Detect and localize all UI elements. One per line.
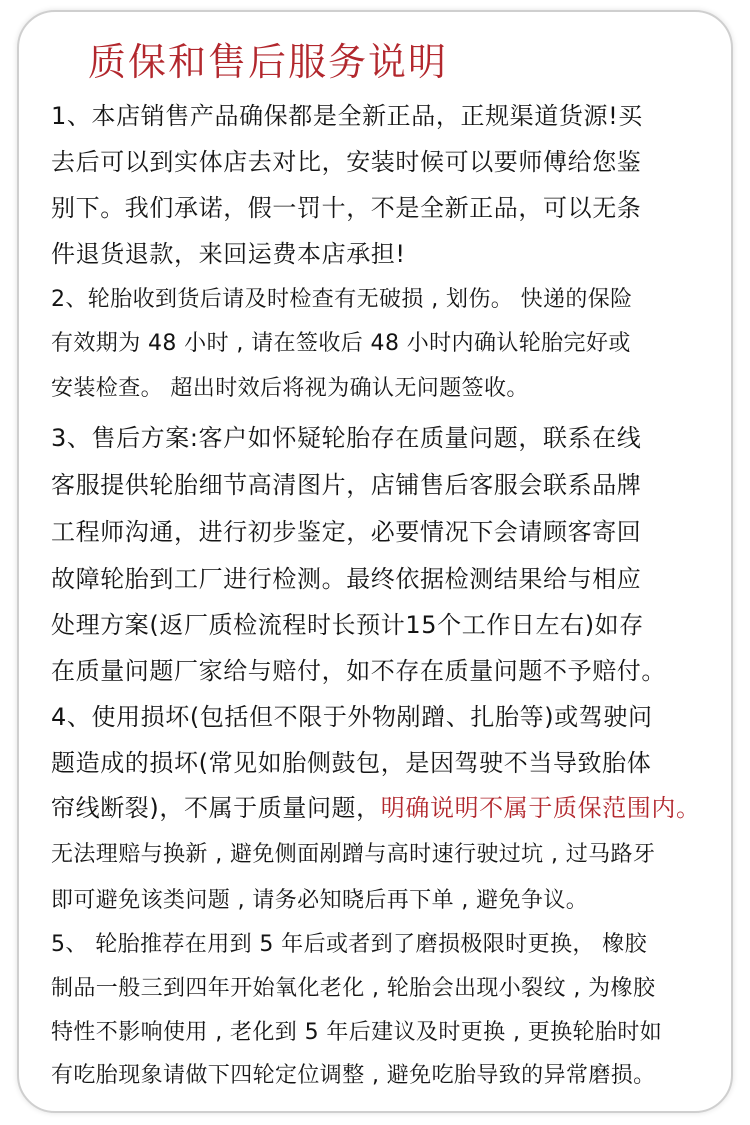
text-line-16-normal: 帘线断裂)，不属于质量问题， (51, 794, 381, 822)
text-line-1: 1、本店销售产品确保都是全新正品，正规渠道货源!买 (51, 102, 643, 130)
text-line-6: 有效期为 48 小时 , 请在签收后 48 小时内确认轮胎完好或 (51, 331, 631, 356)
text-line-17: 无法理赔与换新 , 避免侧面剐蹭与高时速行驶过坑 , 过马路牙 (51, 842, 656, 867)
text-line-5: 2、轮胎收到货后请及时检查有无破损 , 划伤。 快递的保险 (51, 287, 633, 312)
text-line-8: 3、售后方案:客户如怀疑轮胎存在质量问题，联系在线 (51, 424, 642, 452)
text-line-22: 有吃胎现象请做下四轮定位调整 , 避免吃胎导致的异常磨损。 (51, 1063, 656, 1088)
text-line-18: 即可避免该类问题 , 请务必知晓后再下单 , 避免争议。 (51, 888, 589, 913)
text-line-21: 特性不影响使用 , 老化到 5 年后建议及时更换 , 更换轮胎时如 (51, 1020, 663, 1045)
text-line-10: 工程师沟通，进行初步鉴定，必要情况下会请顾客寄回 (51, 518, 642, 546)
text-line-2: 去后可以到实体店去对比，安装时候可以要师傅给您鉴 (51, 148, 642, 176)
highlight-warning: 明确说明不属于质保范围内。 (380, 794, 701, 822)
text-line-14: 4、使用损坏(包括但不限于外物剐蹭、扎胎等)或驾驶问 (51, 703, 653, 731)
text-line-9: 客服提供轮胎细节高清图片，店铺售后客服会联系品牌 (51, 471, 642, 499)
text-line-16 (51, 790, 701, 826)
text-line-19: 5、 轮胎推荐在用到 5 年后或者到了磨损极限时更换， 橡胶 (51, 932, 647, 957)
text-line-13: 在质量问题厂家给与赔付，如不存在质量问题不予赔付。 (51, 657, 666, 685)
text-line-7: 安装检查。 超出时效后将视为确认无问题签收。 (51, 376, 529, 401)
text-line-15: 题造成的损坏(常见如胎侧鼓包，是因驾驶不当导致胎体 (51, 749, 652, 777)
text-line-11: 故障轮胎到工厂进行检测。最终依据检测结果给与相应 (51, 565, 642, 593)
text-line-4: 件退货退款，来回运费本店承担! (51, 240, 406, 268)
text-line-3: 别下。我们承诺，假一罚十，不是全新正品，可以无条 (51, 194, 642, 222)
page-title: 质保和售后服务说明 (88, 40, 449, 84)
text-line-20: 制品一般三到四年开始氧化老化 , 轮胎会出现小裂纹 , 为橡胶 (51, 976, 656, 1001)
text-line-12: 处理方案(返厂质检流程时长预计15个工作日左右)如存 (51, 611, 644, 639)
